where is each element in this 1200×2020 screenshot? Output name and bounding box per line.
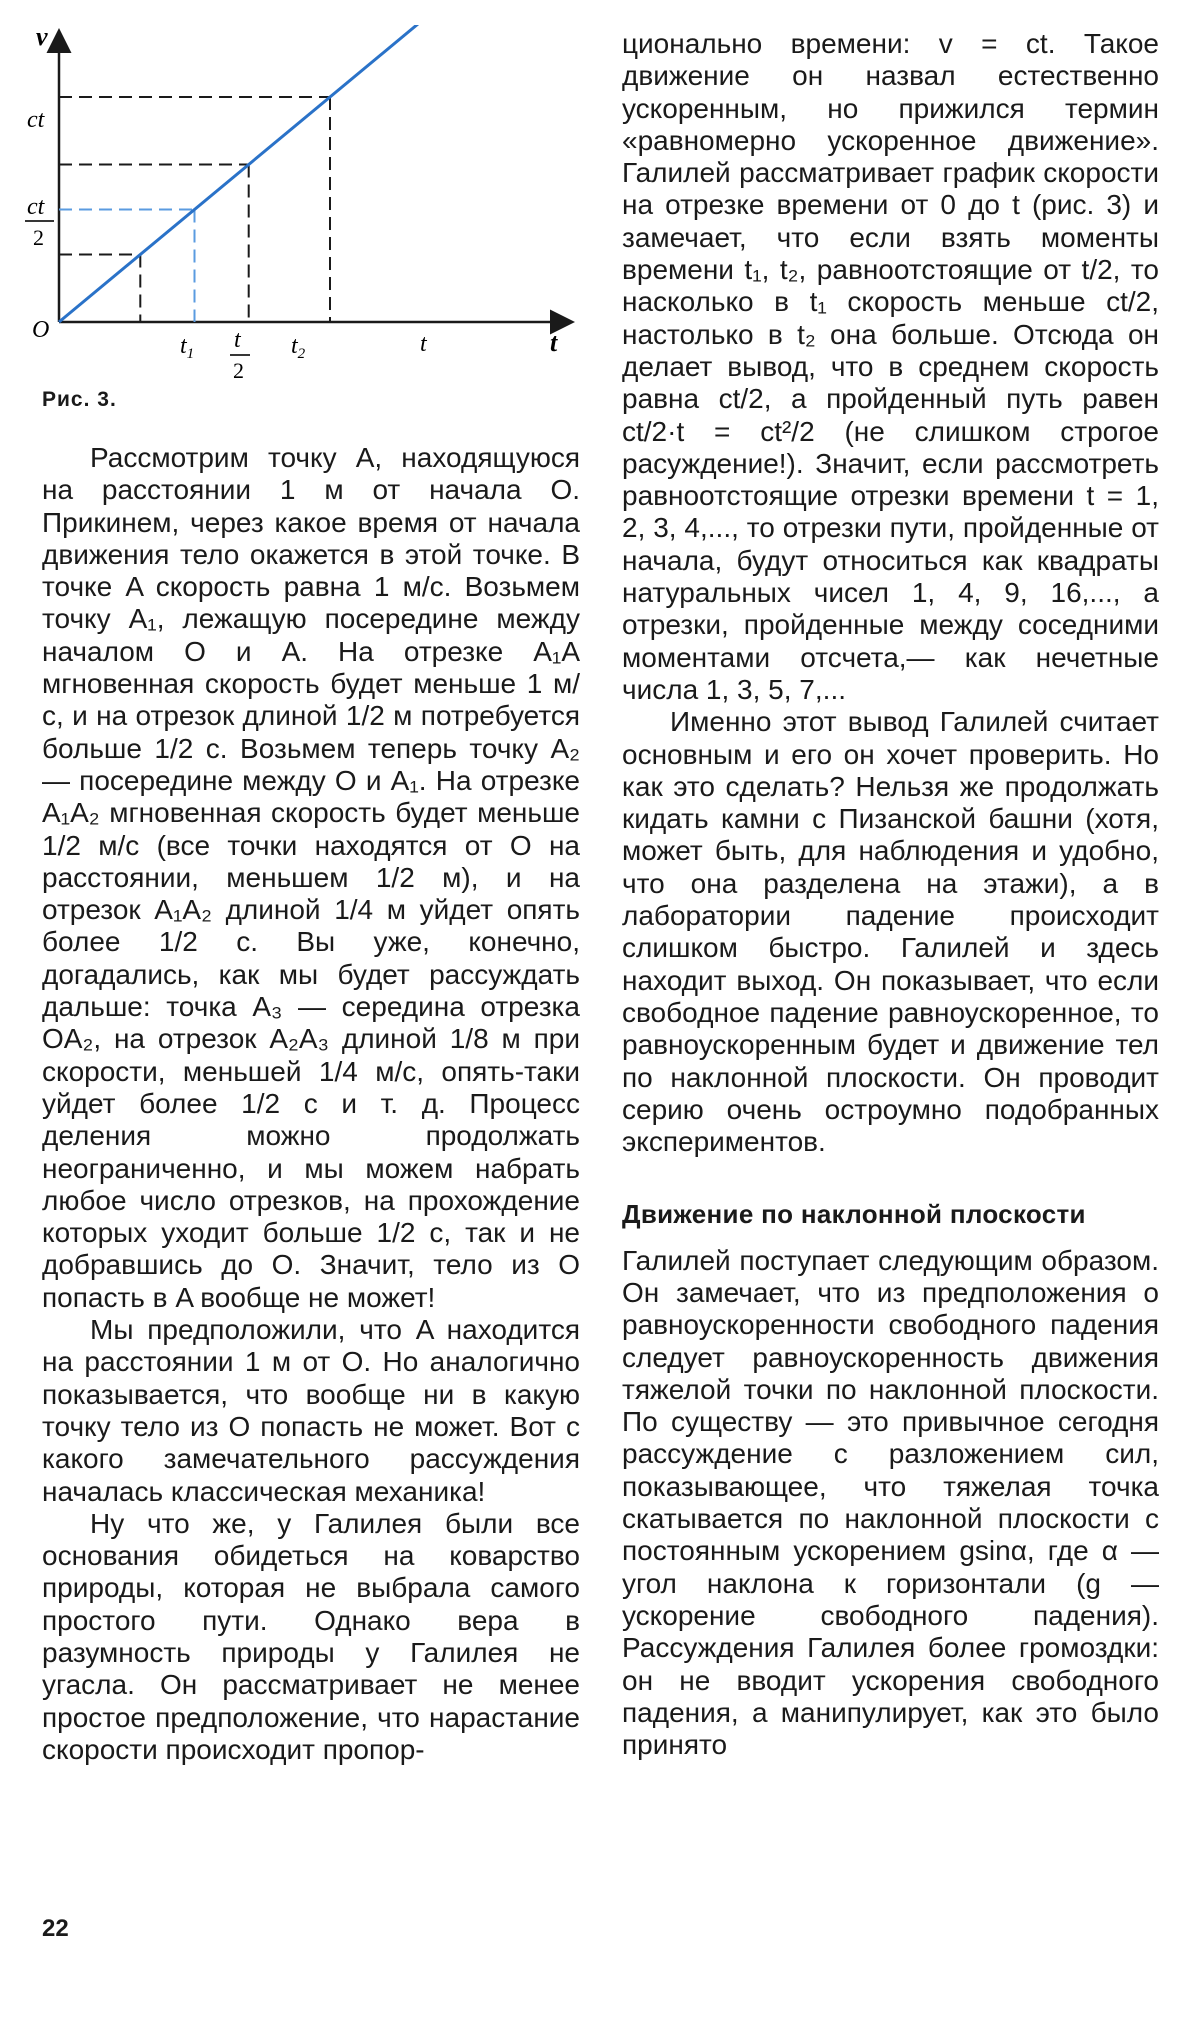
section-heading: Движение по наклонной плоскости [622, 1199, 1086, 1230]
x-tick-t2: $t_2$ [291, 333, 306, 362]
paragraph: Именно этот вывод Галилей считает основным и его он хочет проверить. Но как это сделать? Нельзя же продолжать кидать камни с Пизанской башни (хотя, может быть, для наблюдения и удобно, что она разделена на этажи), а в лаборатории падение происходит слишком быстро. Галилей и здесь находит выход. Он показывает, что если свободное падение равноускоренное, то равноускоренным будет и движение тел по наклонной плоскости. Он проводит серию очень остроумно подобранных экспериментов. [622, 706, 1159, 1158]
left-text-column [42, 442, 580, 1766]
y-tick-ct: ct [27, 107, 45, 133]
page-number: 22 [42, 1915, 69, 1942]
y-tick-half-denominator: 2 [33, 225, 44, 250]
paragraph: ционально времени: v = ct. Такое движение он назвал естественно ускоренным, но прижился термин «равномерно ускоренное движение». Галилей рассматривает график скорости на отрезке времени от 0 до t (рис. 3) и замечает, что если взять моменты времени t₁, t₂, равноотстоящие от t/2, то насколько в t₁ скорость меньше ct/2, настолько в t₂ она больше. Отсюда он делает вывод, что в среднем скорость равна ct/2, а пройденный путь равен ct/2·t = ct²/2 (не слишком строгое расуждение!). Значит, если рассмотреть равноотстоящие отрезки времени t = 1, 2, 3, 4,..., то отрезки пути, пройденные от начала, будут относиться как квадраты натуральных чисел 1, 4, 9, 16,..., а отрезки, пройденные между соседними моментами отсчета,— как нечетные числа 1, 3, 5, 7,... [622, 28, 1159, 705]
x-tick-half-numerator: t [234, 327, 241, 353]
origin-label: O [32, 317, 50, 343]
velocity-time-graph [22, 25, 582, 395]
x-tick-t: t [420, 331, 427, 357]
x-axis-label: t [550, 328, 558, 357]
right-text-column [622, 28, 1159, 1761]
x-tick-half-denominator: 2 [233, 358, 244, 383]
paragraph: Ну что же, у Галилея были все основания обидеться на коварство природы, которая не выбрала самого простого пути. Однако вера в разумность природы у Галилея не угасла. Он рассматривает не менее простое предположение, что нарастание скорости происходит пропор- [42, 1507, 580, 1765]
paragraph: Галилей поступает следующим образом. Он замечает, что из предположения о равноускоренности свободного падения следует равноускоренность движения тяжелой точки по наклонной плоскости. По существу — это привычное сегодня рассуждение с разложением сил, показывающее, что тяжелая точка скатывается по наклонной плоскости с постоянным ускорением gsinα, где α — угол наклона к горизонтали (g — ускорение свободного падения). Рассуждения Галилея более громоздки: он не вводит ускорения свободного падения, а манипулирует, как это было принято [622, 1244, 1159, 1761]
paragraph: Мы предположили, что A находится на расстоянии 1 м от O. Но аналогично показывается, что вообще ни в какую точку тело из O попасть не может. Вот с какого замечательного рассуждения началась классическая механика! [42, 1314, 580, 1507]
y-tick-half-numerator: ct [27, 194, 45, 220]
figure-caption: Рис. 3. [42, 388, 117, 411]
x-tick-t1: $t_1$ [180, 333, 195, 362]
y-axis-label: v [36, 25, 48, 51]
paragraph: Рассмотрим точку A, находящуюся на расстоянии 1 м от начала O. Прикинем, через какое время от начала движения тело окажется в этой точке. В точке A скорость равна 1 м/с. Возьмем точку A₁, лежащую посередине между началом O и A. На отрезке A₁A мгновенная скорость будет меньше 1 м/с, и на отрезок длиной 1/2 м потребуется больше 1/2 с. Возьмем теперь точку A₂ — посередине между O и A₁. На отрезке A₁A₂ мгновенная скорость будет меньше 1/2 м/с (все точки находятся от O на расстоянии, меньшем 1/2 м), и на отрезок A₁A₂ длиной 1/4 м уйдет опять более 1/2 с. Вы уже, конечно, догадались, как мы будет рассуждать дальше: точка A₃ — середина отрезка OA₂, на отрезок A₂A₃ длиной 1/8 м при скорости, меньшей 1/4 м/с, опять-таки уйдет более 1/2 с и т. д. Процесс деления можно продолжать неограниченно, и мы можем набрать любое число отрезков, на прохождение которых уходит больше 1/2 с, так и не добравшись до O. Значит, тело из O попасть в A вообще не может! [42, 442, 580, 1313]
velocity-line [59, 25, 419, 322]
